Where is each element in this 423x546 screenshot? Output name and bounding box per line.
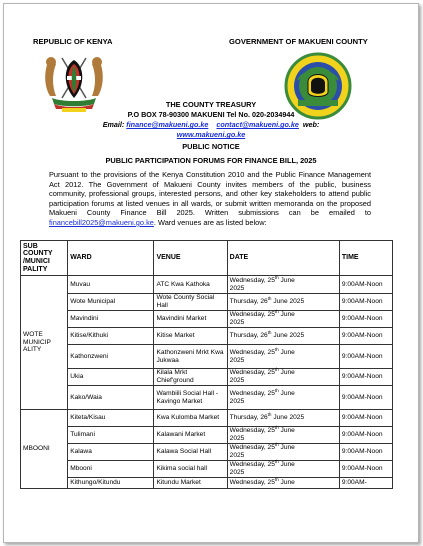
ward-cell: Mbooni [68, 461, 154, 478]
time-cell: 9:00AM-Noon [339, 345, 392, 369]
table-row [21, 311, 393, 328]
table-row [21, 461, 393, 478]
venue-cell: Wote County Social Hall [154, 294, 227, 311]
office-email-line [4, 120, 418, 129]
time-cell: 9:00AM-Noon [339, 461, 392, 478]
date-year: 2025 [229, 377, 245, 384]
venue-cell: Mavindini Market [154, 311, 227, 328]
date-cell [227, 345, 339, 369]
date-year: 2025 [229, 435, 245, 442]
date-suffix: th [274, 477, 279, 483]
date-suffix: th [274, 346, 279, 352]
venue-cell: Kilala Mrkt Chief'ground [154, 369, 227, 386]
time-cell: 9:00AM-Noon [339, 328, 392, 345]
web-label: web: [302, 120, 320, 129]
ward-cell: Tulimani [68, 427, 154, 444]
venue-cell: Kitise Market [154, 328, 227, 345]
table-row [21, 410, 393, 427]
venue-cell: Kwa Kulomba Market [154, 410, 227, 427]
ward-cell: Mavindini [68, 311, 154, 328]
table-row [21, 444, 393, 461]
date-cell [227, 410, 339, 427]
date-day: Wednesday, 25 [229, 444, 275, 452]
date-suffix: th [267, 330, 272, 336]
table-row [21, 328, 393, 345]
subcounty-cell: MBOONI [21, 410, 68, 489]
venue-cell: Kitundu Market [154, 478, 227, 489]
date-month: June [278, 479, 295, 487]
date-day: Wednesday, 25 [229, 311, 275, 319]
date-cell [227, 294, 339, 311]
document-page [3, 3, 419, 543]
office-address: P.O BOX 78-90300 MAKUENI Tel No. 020-2034944 [127, 110, 295, 119]
contact-email-link[interactable]: contact@makueni.go.ke [216, 120, 299, 129]
public-notice-label: PUBLIC NOTICE [182, 142, 240, 151]
email-label: Email: [102, 120, 127, 129]
time-cell: 9:00AM-Noon [339, 386, 392, 410]
date-day: Wednesday, 25 [229, 479, 275, 487]
header-subcounty: SUB COUNTY /MUNICI PALITY [21, 241, 68, 276]
notice-title: PUBLIC PARTICIPATION FORUMS FOR FINANCE BILL, 2025 [105, 156, 317, 165]
notice-body [49, 170, 371, 228]
date-day: Thursday, 26 [229, 414, 268, 422]
date-cell [227, 328, 339, 345]
date-suffix: th [274, 274, 279, 280]
date-cell [227, 386, 339, 410]
subcounty-cell: WOTE MUNICIP ALITY [21, 276, 68, 410]
venue-cell: Kikima social hall [154, 461, 227, 478]
date-suffix: th [267, 412, 272, 418]
date-suffix: th [274, 367, 279, 373]
ward-cell: Wote Municipal [68, 294, 154, 311]
date-day: Wednesday, 25 [229, 461, 275, 469]
date-month: June [278, 389, 295, 397]
time-cell: 9:00AM-Noon [339, 276, 392, 294]
ward-cell: Kathonzweni [68, 345, 154, 369]
date-suffix: th [267, 296, 272, 302]
time-cell: 9:00AM-Noon [339, 410, 392, 427]
header-venue: VENUE [154, 241, 227, 276]
date-suffix: th [274, 309, 279, 315]
header-date: DATE [227, 241, 339, 276]
header-left: REPUBLIC OF KENYA [33, 37, 113, 46]
date-cell [227, 478, 339, 489]
date-cell [227, 369, 339, 386]
date-cell [227, 461, 339, 478]
header-right: GOVERNMENT OF MAKUENI COUNTY [229, 37, 368, 46]
date-day: Thursday, 26 [229, 298, 268, 306]
date-year: 2025 [229, 356, 245, 364]
date-year: 2025 [229, 469, 245, 476]
table-header-row [21, 241, 393, 276]
venue-cell: Kalawa Social Hall [154, 444, 227, 461]
date-month: June [278, 369, 295, 377]
finance-email-link[interactable]: finance@makueni.go.ke [126, 120, 209, 129]
date-day: Wednesday, 25 [229, 348, 275, 356]
date-cell [227, 427, 339, 444]
table-row [21, 427, 393, 444]
ward-cell: Kiteta/Kisau [68, 410, 154, 427]
ward-cell: Kako/Waia [68, 386, 154, 410]
time-cell: 9:00AM-Noon [339, 294, 392, 311]
time-cell: 9:00AM-Noon [339, 444, 392, 461]
date-day: Wednesday, 25 [229, 389, 275, 397]
venues-table-body [21, 276, 393, 489]
venue-cell: Wambiili Social Hall - Kavingo Market [154, 386, 227, 410]
ward-cell: Ukia [68, 369, 154, 386]
venue-cell: Kathonzweni Mrkt Kwa Jukwaa [154, 345, 227, 369]
venues-table [20, 240, 393, 489]
date-month: June 2025 [271, 414, 305, 422]
date-month: June 2025 [271, 298, 305, 306]
date-day: Thursday, 26 [229, 332, 268, 340]
venue-cell: ATC Kwa Kathoka [154, 276, 227, 294]
ward-cell: Kithungo/Kitundu [68, 478, 154, 489]
time-cell: 9:00AM- [339, 478, 392, 489]
date-year: 2025 [229, 319, 245, 326]
time-cell: 9:00AM-Noon [339, 427, 392, 444]
ward-cell: Kalawa [68, 444, 154, 461]
date-month: June 2025 [271, 332, 305, 340]
date-month: June [278, 348, 295, 356]
website-link[interactable]: www.makueni.go.ke [176, 130, 246, 139]
date-day: Wednesday, 25 [229, 427, 275, 435]
date-month: June [278, 444, 295, 452]
date-suffix: th [274, 425, 279, 431]
date-suffix: th [274, 387, 279, 393]
date-month: June [278, 276, 295, 284]
venue-cell: Kalawani Market [154, 427, 227, 444]
date-month: June [278, 311, 295, 319]
date-cell [227, 311, 339, 328]
date-cell [227, 444, 339, 461]
office-web-line [4, 130, 418, 139]
table-row [21, 478, 393, 489]
office-name: THE COUNTY TREASURY [165, 100, 257, 109]
submission-email-link[interactable]: financebill2025@makueni.go.ke [49, 217, 154, 227]
date-suffix: th [274, 459, 279, 465]
date-year: 2025 [229, 452, 245, 459]
table-row [21, 386, 393, 410]
table-row [21, 276, 393, 294]
date-year: 2025 [229, 397, 245, 405]
date-day: Wednesday, 25 [229, 276, 275, 284]
body-text: Pursuant to the provisions of the Kenya Constitution 2010 and the Public Finance Management Act 2012. The Government of Makueni County invites members of the public, business community, professional groups, interested persons, and other key stakeholders to attend public participation forums at listed venues in all wards, or submit written memoranda on the proposed Makueni County Finance Bill 2025. Written submissions can be emailed to [49, 170, 371, 218]
table-row [21, 345, 393, 369]
table-row [21, 369, 393, 386]
date-month: June [278, 427, 295, 435]
date-cell [227, 276, 339, 294]
table-row [21, 294, 393, 311]
time-cell: 9:00AM-Noon [339, 311, 392, 328]
ward-cell: Muvau [68, 276, 154, 294]
body-tail: . Ward venues are as listed below: [153, 217, 267, 227]
date-year: 2025 [229, 284, 245, 292]
date-month: June [278, 461, 295, 469]
header-ward: WARD [68, 241, 154, 276]
date-suffix: th [274, 442, 279, 448]
date-day: Wednesday, 25 [229, 369, 275, 377]
time-cell: 9:00AM-Noon [339, 369, 392, 386]
ward-cell: Kitise/Kithuki [68, 328, 154, 345]
header-time: TIME [339, 241, 392, 276]
